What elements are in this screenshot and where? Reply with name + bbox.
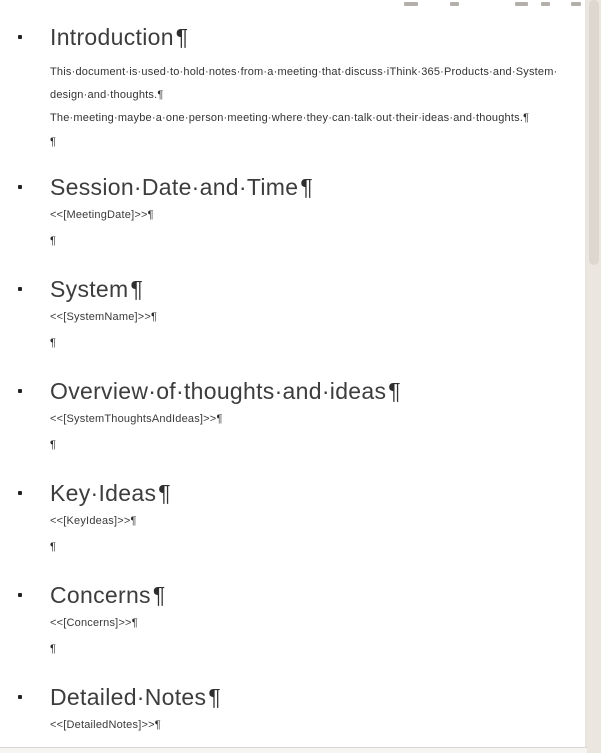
empty-paragraph[interactable] [50,640,56,658]
pilcrow-mark: ¶ [523,112,530,124]
empty-paragraph[interactable] [50,133,56,151]
empty-paragraph[interactable] [50,538,56,556]
paragraph-line [50,84,557,107]
pilcrow-mark: ¶ [154,719,161,731]
scrollbar-track[interactable] [587,0,601,753]
heading-text: Session·Date·and·Time [50,174,299,200]
paragraph-line-text: The·meeting·maybe·a·one·person·meeting·where·they·can·talk·out·their·ideas·and·thoughts. [50,112,524,124]
placeholder-text: <<[SystemThoughtsAndIdeas]>> [50,413,217,425]
outline-bullet-icon[interactable] [18,593,22,597]
below-page-area [0,748,587,753]
intro-paragraph-1[interactable] [50,61,557,107]
heading-text: System [50,276,129,302]
placeholder-text: <<[MeetingDate]>> [50,209,148,221]
pilcrow-mark: ¶ [50,541,57,553]
cropped-text-fragment [571,2,581,6]
pilcrow-mark: ¶ [388,378,401,404]
placeholder-system-name[interactable] [50,308,157,326]
pilcrow-mark: ¶ [152,582,166,608]
pilcrow-mark: ¶ [50,439,57,451]
pilcrow-mark: ¶ [130,515,137,527]
heading-text: Concerns [50,582,151,608]
pilcrow-mark: ¶ [131,617,138,629]
pilcrow-mark: ¶ [147,209,154,221]
heading-text: Key·Ideas [50,480,157,506]
placeholder-text: <<[SystemName]>> [50,311,152,323]
pilcrow-mark: ¶ [157,89,164,101]
pilcrow-mark: ¶ [50,643,57,655]
paragraph-line-text: design·and·thoughts. [50,89,158,101]
cropped-text-fragment [515,2,528,6]
pilcrow-mark: ¶ [208,684,221,710]
heading-text: Overview·of·thoughts·and·ideas [50,378,387,404]
pilcrow-mark: ¶ [216,413,223,425]
pilcrow-mark: ¶ [50,235,57,247]
placeholder-concerns[interactable] [50,614,138,632]
heading-concerns[interactable] [50,580,166,610]
outline-bullet-icon[interactable] [18,491,22,495]
outline-bullet-icon[interactable] [18,35,22,39]
pilcrow-mark: ¶ [175,24,189,50]
pilcrow-mark: ¶ [158,480,171,506]
placeholder-text: <<[DetailedNotes]>> [50,719,155,731]
heading-detailed-notes[interactable] [50,682,221,712]
placeholder-key-ideas[interactable] [50,512,137,530]
cropped-text-fragment [450,2,459,6]
placeholder-text: <<[Concerns]>> [50,617,132,629]
pilcrow-mark: ¶ [50,136,57,148]
scrollbar-thumb[interactable] [589,0,599,265]
cropped-text-fragment [541,2,550,6]
outline-bullet-icon[interactable] [18,185,22,189]
empty-paragraph[interactable] [50,436,56,454]
placeholder-system-thoughts[interactable] [50,410,223,428]
pilcrow-mark: ¶ [130,276,144,302]
heading-text: Detailed·Notes [50,684,207,710]
empty-paragraph[interactable] [50,232,56,250]
heading-session-date-and-time[interactable] [50,172,313,202]
outline-bullet-icon[interactable] [18,695,22,699]
pilcrow-mark: ¶ [50,337,57,349]
heading-introduction[interactable] [50,22,188,52]
empty-paragraph[interactable] [50,334,56,352]
pilcrow-mark: ¶ [151,311,158,323]
heading-key-ideas[interactable] [50,478,171,508]
pilcrow-mark: ¶ [300,174,313,200]
paragraph-line: This·document·is·used·to·hold·notes·from·a·meeting·that·discuss·iThink·365·Products·and·System· [50,66,558,78]
placeholder-detailed-notes[interactable] [50,716,161,734]
heading-system[interactable] [50,274,143,304]
outline-bullet-icon[interactable] [18,389,22,393]
outline-bullet-icon[interactable] [18,287,22,291]
placeholder-text: <<[KeyIdeas]>> [50,515,131,527]
heading-text: Introduction [50,24,174,50]
heading-overview[interactable] [50,376,401,406]
placeholder-meeting-date[interactable] [50,206,154,224]
cropped-text-fragment [404,2,418,6]
intro-paragraph-2[interactable] [50,107,529,130]
